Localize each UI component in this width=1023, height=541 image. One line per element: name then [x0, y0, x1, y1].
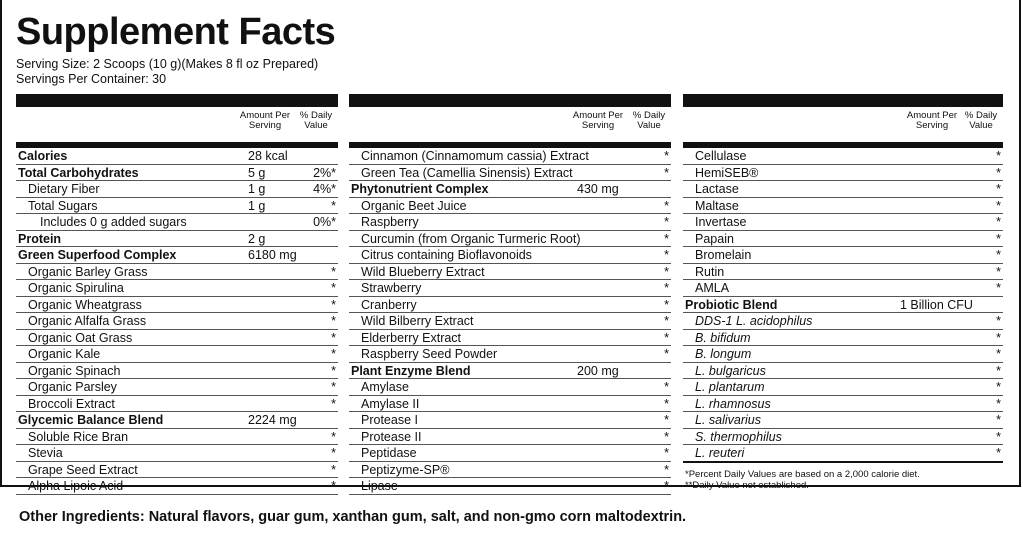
nutrient-name: Green Tea (Camellia Sinensis) Extract [361, 165, 573, 180]
nutrient-daily-value: * [664, 314, 669, 328]
nutrient-name: L. salivarius [695, 413, 761, 427]
nutrient-row [683, 181, 1003, 198]
nutrient-daily-value: * [331, 347, 336, 361]
nutrient-row [16, 214, 338, 231]
nutrient-amount: 28 kcal [248, 149, 288, 163]
nutrient-daily-value: * [664, 396, 669, 411]
nutrient-name: Total Carbohydrates [18, 165, 139, 180]
nutrient-daily-value: * [331, 314, 336, 328]
nutrient-row [16, 412, 338, 429]
nutrient-daily-value: * [664, 347, 669, 361]
facts-column-3 [683, 94, 1003, 491]
nutrient-row [683, 396, 1003, 413]
nutrient-name: L. reuteri [695, 446, 745, 460]
nutrient-daily-value: 0%* [313, 215, 336, 229]
nutrient-daily-value: * [664, 413, 669, 427]
nutrient-name: Wild Bilberry Extract [361, 314, 474, 328]
nutrient-row [16, 363, 338, 380]
nutrient-name: Raspberry Seed Powder [361, 347, 498, 361]
column-header [349, 111, 671, 140]
facts-column-2 [349, 94, 671, 495]
nutrient-row [16, 231, 338, 248]
nutrient-name: S. thermophilus [695, 429, 782, 444]
nutrient-amount: 1 g [248, 182, 266, 196]
nutrient-row [16, 462, 338, 479]
nutrient-row [16, 313, 338, 330]
nutrient-name: Citrus containing Bioflavonoids [361, 248, 532, 262]
servings-per-container: Servings Per Container: 30 [16, 72, 167, 86]
nutrient-name: Organic Kale [28, 347, 101, 361]
header-bar [683, 94, 1003, 107]
nutrient-name: Plant Enzyme Blend [351, 363, 471, 378]
nutrient-row [349, 297, 671, 314]
nutrient-name: Protein [18, 231, 62, 246]
nutrient-row [349, 330, 671, 347]
nutrient-name: Bromelain [695, 248, 752, 262]
nutrient-name: Probiotic Blend [685, 297, 778, 312]
nutrient-daily-value: * [331, 363, 336, 378]
nutrient-name: L. bulgaricus [695, 363, 766, 378]
nutrient-name: Stevia [28, 446, 63, 460]
nutrient-name: Invertase [695, 215, 747, 229]
nutrient-daily-value: * [996, 429, 1001, 444]
nutrient-daily-value: * [996, 446, 1001, 460]
nutrient-name: Alpha Lipoic Acid [28, 479, 124, 493]
nutrient-amount: 2224 mg [248, 413, 297, 427]
nutrient-amount: 1 Billion CFU [900, 297, 973, 312]
nutrient-name: HemiSEB® [695, 165, 759, 180]
nutrient-name: Lactase [695, 182, 739, 196]
nutrient-name: Includes 0 g added sugars [40, 215, 187, 229]
nutrient-daily-value: * [664, 462, 669, 477]
nutrient-row [16, 379, 338, 396]
nutrient-row [349, 412, 671, 429]
nutrient-name: Organic Oat Grass [28, 330, 133, 345]
nutrient-amount: 2 g [248, 231, 266, 246]
nutrient-name: Rutin [695, 264, 725, 279]
nutrient-daily-value: * [996, 198, 1001, 213]
nutrient-daily-value: 2%* [313, 165, 336, 180]
nutrient-daily-value: * [996, 363, 1001, 378]
nutrient-row [349, 313, 671, 330]
nutrient-row [349, 165, 671, 182]
nutrient-row [683, 330, 1003, 347]
nutrient-daily-value: * [996, 182, 1001, 196]
other-ingredients: Other Ingredients: Natural flavors, guar gum, xanthan gum, salt, and non-gmo corn maltodextrin. [19, 509, 687, 525]
nutrient-name: L. plantarum [695, 380, 765, 394]
nutrient-row [16, 181, 338, 198]
nutrient-name: Peptidase [361, 446, 417, 460]
nutrient-daily-value: * [996, 330, 1001, 345]
nutrient-row [349, 396, 671, 413]
nutrient-name: Organic Wheatgrass [28, 297, 142, 312]
nutrient-name: AMLA [695, 281, 730, 295]
footnotes [683, 469, 1003, 491]
nutrient-name: Protease II [361, 429, 422, 444]
nutrient-daily-value: * [996, 314, 1001, 328]
nutrient-daily-value: * [331, 198, 336, 213]
nutrient-name: Cinnamon (Cinnamomum cassia) Extract [361, 149, 589, 163]
nutrient-daily-value: * [996, 380, 1001, 394]
nutrient-name: Wild Blueberry Extract [361, 264, 485, 279]
nutrient-row [349, 214, 671, 231]
nutrient-name: Total Sugars [28, 198, 98, 213]
amount-per-serving-header: Amount Per Serving [239, 110, 291, 131]
nutrient-row [16, 280, 338, 297]
nutrient-row [16, 330, 338, 347]
nutrient-row [349, 445, 671, 462]
nutrient-row [349, 198, 671, 215]
header-bar [16, 94, 338, 107]
nutrient-daily-value: * [996, 413, 1001, 427]
nutrient-daily-value: * [996, 347, 1001, 361]
nutrient-daily-value: * [331, 330, 336, 345]
nutrient-name: Organic Parsley [28, 380, 117, 394]
nutrient-name: Organic Spinach [28, 363, 121, 378]
nutrient-daily-value: * [664, 380, 669, 394]
nutrient-daily-value: * [331, 396, 336, 411]
nutrient-daily-value: * [664, 198, 669, 213]
nutrient-name: Maltase [695, 198, 739, 213]
nutrient-name: B. longum [695, 347, 752, 361]
nutrient-name: Amylase [361, 380, 409, 394]
nutrient-name: Protease I [361, 413, 418, 427]
nutrient-row [349, 379, 671, 396]
nutrient-daily-value: * [996, 281, 1001, 295]
nutrient-daily-value: * [331, 281, 336, 295]
nutrient-name: Broccoli Extract [28, 396, 115, 411]
column-header [683, 111, 1003, 140]
nutrient-daily-value: * [664, 264, 669, 279]
nutrient-row [683, 264, 1003, 281]
nutrient-row [683, 231, 1003, 248]
nutrient-name: Soluble Rice Bran [28, 429, 129, 444]
nutrient-row [683, 165, 1003, 182]
nutrient-row [683, 148, 1003, 165]
nutrient-name: Grape Seed Extract [28, 462, 138, 477]
nutrient-daily-value: * [664, 330, 669, 345]
nutrient-daily-value: * [664, 231, 669, 246]
amount-per-serving-header: Amount Per Serving [906, 110, 958, 131]
nutrient-daily-value: * [664, 149, 669, 163]
nutrient-row [16, 429, 338, 446]
nutrient-row [16, 198, 338, 215]
nutrient-daily-value: * [664, 446, 669, 460]
nutrient-daily-value: * [996, 396, 1001, 411]
nutrient-daily-value: * [996, 248, 1001, 262]
nutrient-row [683, 379, 1003, 396]
daily-value-header: % Daily Value [299, 110, 333, 131]
nutrient-name: Curcumin (from Organic Turmeric Root) [361, 231, 581, 246]
nutrient-daily-value: * [996, 264, 1001, 279]
nutrient-daily-value: 4%* [313, 182, 336, 196]
nutrient-daily-value: * [664, 429, 669, 444]
nutrient-row [349, 478, 671, 495]
nutrient-row [16, 148, 338, 165]
nutrient-name: B. bifidum [695, 330, 751, 345]
nutrient-daily-value: * [331, 429, 336, 444]
column-header [16, 111, 338, 140]
nutrient-name: Lipase [361, 479, 398, 493]
nutrient-name: DDS-1 L. acidophilus [695, 314, 813, 328]
nutrient-name: Raspberry [361, 215, 419, 229]
nutrient-daily-value: * [664, 215, 669, 229]
nutrient-daily-value: * [664, 479, 669, 493]
nutrient-name: Peptizyme-SP® [361, 462, 450, 477]
footnote: **Daily Value not established. [685, 479, 809, 491]
nutrient-name: L. rhamnosus [695, 396, 771, 411]
nutrient-name: Amylase II [361, 396, 420, 411]
nutrient-row [16, 445, 338, 462]
nutrient-row [16, 247, 338, 264]
nutrient-row [349, 280, 671, 297]
nutrient-name: Glycemic Balance Blend [18, 413, 164, 427]
nutrient-daily-value: * [996, 149, 1001, 163]
amount-per-serving-header: Amount Per Serving [572, 110, 624, 131]
nutrient-name: Green Superfood Complex [18, 248, 177, 262]
nutrient-row [349, 429, 671, 446]
nutrient-row [349, 231, 671, 248]
nutrient-row [683, 346, 1003, 363]
footnote: *Percent Daily Values are based on a 2,000 calorie diet. [685, 468, 920, 480]
nutrient-name: Phytonutrient Complex [351, 182, 489, 196]
nutrient-row [683, 429, 1003, 446]
nutrient-daily-value: * [664, 297, 669, 312]
nutrient-daily-value: * [331, 462, 336, 477]
nutrient-daily-value: * [664, 281, 669, 295]
nutrient-row [683, 280, 1003, 297]
nutrient-amount: 1 g [248, 198, 266, 213]
nutrient-row [683, 247, 1003, 264]
nutrient-row [349, 148, 671, 165]
nutrient-row [349, 363, 671, 380]
nutrient-row [16, 346, 338, 363]
nutrient-row [683, 214, 1003, 231]
nutrient-name: Organic Beet Juice [361, 198, 467, 213]
nutrient-amount: 430 mg [577, 182, 619, 196]
nutrient-row [16, 264, 338, 281]
nutrient-daily-value: * [331, 264, 336, 279]
nutrient-daily-value: * [996, 165, 1001, 180]
nutrient-name: Strawberry [361, 281, 422, 295]
nutrient-row [16, 478, 338, 495]
nutrient-row [683, 412, 1003, 429]
nutrient-amount: 6180 mg [248, 248, 297, 262]
nutrient-row [349, 264, 671, 281]
nutrient-name: Organic Spirulina [28, 281, 124, 295]
nutrient-row [349, 462, 671, 479]
nutrient-name: Calories [18, 149, 68, 163]
nutrient-daily-value: * [331, 479, 336, 493]
nutrient-name: Papain [695, 231, 734, 246]
nutrient-amount: 5 g [248, 165, 266, 180]
nutrient-amount: 200 mg [577, 363, 619, 378]
facts-column-1 [16, 94, 338, 495]
nutrient-row [683, 363, 1003, 380]
nutrient-row [16, 165, 338, 182]
nutrient-row [683, 297, 1003, 314]
nutrient-daily-value: * [331, 446, 336, 460]
nutrient-row [349, 181, 671, 198]
nutrient-row [16, 297, 338, 314]
nutrient-row [349, 346, 671, 363]
nutrient-row [16, 396, 338, 413]
nutrient-name: Cranberry [361, 297, 417, 312]
nutrient-daily-value: * [331, 380, 336, 394]
nutrient-daily-value: * [664, 165, 669, 180]
nutrient-daily-value: * [664, 248, 669, 262]
serving-size: Serving Size: 2 Scoops (10 g)(Makes 8 fl oz Prepared) [16, 57, 319, 71]
nutrient-row [683, 198, 1003, 215]
header-bar [349, 94, 671, 107]
nutrient-name: Elderberry Extract [361, 330, 462, 345]
panel-title: Supplement Facts [16, 11, 336, 53]
nutrient-daily-value: * [996, 231, 1001, 246]
nutrient-name: Dietary Fiber [28, 182, 100, 196]
nutrient-daily-value: * [331, 297, 336, 312]
daily-value-header: % Daily Value [964, 110, 998, 131]
nutrient-row [349, 247, 671, 264]
nutrient-name: Organic Alfalfa Grass [28, 314, 147, 328]
nutrient-row [683, 445, 1003, 463]
daily-value-header: % Daily Value [632, 110, 666, 131]
nutrient-row [683, 313, 1003, 330]
nutrient-daily-value: * [996, 215, 1001, 229]
nutrient-name: Organic Barley Grass [28, 264, 148, 279]
nutrient-name: Cellulase [695, 149, 747, 163]
